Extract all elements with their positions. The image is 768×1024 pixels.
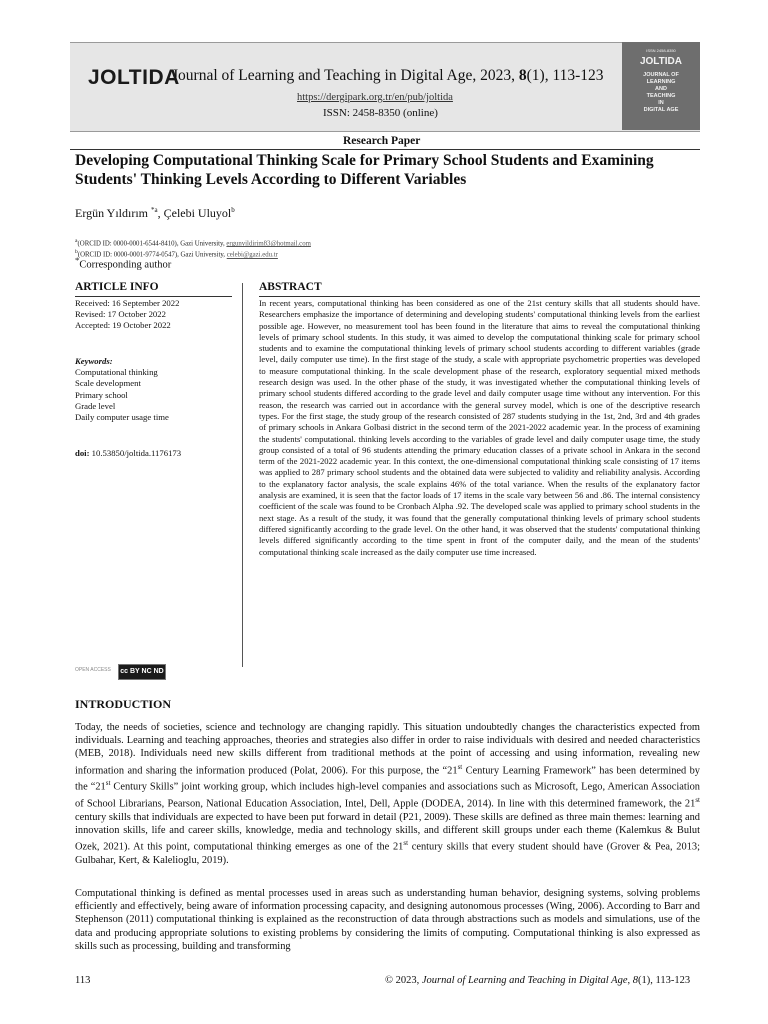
- cover-title: JOURNAL OF LEARNING AND TEACHING IN DIGITAL AGE: [643, 72, 679, 113]
- author-list: Ergün Yıldırım $^{*a}$, Çelebi Uluyol$^b$: [75, 206, 235, 220]
- author-marker: b: [231, 206, 235, 214]
- joltida-logo: JOLTIDA: [88, 66, 180, 89]
- journal-issue-pages: (1), 113-123: [526, 67, 604, 84]
- journal-citation-line: [172, 67, 604, 85]
- intro-paragraph-2: Computational thinking is defined as mental processes used in areas such as understanding human behavior, designing systems, solving problems efficiently and effectively, being aware of information processing capacity, and designing autonomous processes (Wing, 2006). According to Barr and Stephenson (2011) computational thinking is explained as the reconstruction of data through abstractions such as models and simulations, use of the data and producing appropriate solutions to existing problems by considering the limits of computing. Computational thinking is also expressed as skills such as processing, building and transforming: [75, 888, 700, 952]
- journal-volume: 8: [518, 67, 527, 84]
- cc-license-icon[interactable]: cc BY NC ND: [118, 664, 166, 680]
- title-top-rule: [70, 149, 700, 150]
- doi-label: doi:: [75, 448, 90, 458]
- keyword-item: Scale development: [75, 378, 141, 389]
- keyword-item: Grade level: [75, 400, 116, 411]
- journal-name: Journal of Learning and Teaching in Digital Age, 2023,: [172, 67, 515, 84]
- open-access-icon: OPEN ACCESS: [75, 667, 111, 673]
- affiliation-a: $^a$(ORCID ID: 0000-0001-6544-8410), Gazi University, ergunyildirim83@hotmail.com: [75, 238, 311, 248]
- doi-line: [75, 448, 181, 459]
- journal-cover-thumbnail: [622, 42, 700, 130]
- paper-title: Developing Computational Thinking Scale for Primary School Students and Examining Students' Thinking Levels According to Different Variables: [75, 152, 654, 188]
- paper-type-label: Research Paper: [343, 135, 421, 147]
- corresponding-author-note: *Corresponding author: [75, 255, 172, 271]
- page-number: 113: [75, 975, 91, 986]
- footer-copyright: © 2023, Journal of Learning and Teaching in Digital Age, 8(1), 113-123: [385, 975, 691, 986]
- keyword-item: Primary school: [75, 389, 128, 400]
- keyword-item: Computational thinking: [75, 367, 158, 378]
- cover-logo: JOLTIDA: [639, 56, 683, 67]
- article-info-heading: ARTICLE INFO: [75, 281, 159, 293]
- abstract-text: In recent years, computational thinking has been considered as one of the 21st century skills that all students should have. Researchers emphasize the importance of determining and developing students' computational thinking levels from the earliest possible age. However, no measurement tool has been found in the literature that aims to reveal the computational thinking levels of primary school students. In this study, it was aimed to develop the computational thinking scale for primary school students and to examine the computational thinking levels of primary school students according to different variables (grade level, daily computer use time). In the first stage of the study, a scale with appropriate psychometric properties was developed to measure computational thinking. In the scale development phase of the research, exploratory sequential mixed methods research design was used. In the other phase of the study, it was investigated whether the computational thinking levels of primary school students differed according to the grade level and daily computer usage time without any intervention. For this reason, the research was carried out in accordance with the general survey model, which is one of the descriptive research types. For the first stage, the study group of the research consisted of 287 students studying in the 1st, 2nd, 3rd and 4th grades of primary schools in Ankara Golbasi district in the second term of the 2021-2022 academic year. In the process of examining the students' computational. thinking levels according to the variables of grade level and daily computer usage time, the study group consisted of a total of 96 students attending the primary education classes of a private school in Ankara in the second term of the 2021-2022 academic year. In this context, the one-dimensional computational thinking scale consisting of 17 items was applied to 287 primary school students and the obtained data were subjected to validity and reliability analysis. According to the explanatory factor analysis, the scale explains 46% of the total variance. When the results of the explanatory factor analysis are examined, it is seen that the factor loads of 17 items in the scale vary between 56 and .86. The internal consistency coefficient of the scale was found to be Cronbach Alpha .92. The developed scale was applied to primary school students in the next stage. As a result of the study, it was found that the generally computational thinking levels of primary school students differed significantly according to the grade level. On the other hand, it was observed that the students' computational thinking levels differed significantly according to the time spent in front of the computer daily, and the mean of the students' computational thinking scale increased as the daily computer use time increased.: [259, 298, 700, 557]
- email-link[interactable]: ergunyildirim83@hotmail.com: [226, 240, 311, 248]
- accepted-date: Accepted: 19 October 2022: [75, 320, 171, 331]
- abstract-rule: [259, 296, 700, 297]
- keywords-block: [75, 356, 169, 423]
- author-name: Ergün Yıldırım: [75, 206, 148, 220]
- keywords-label: Keywords:: [75, 356, 113, 366]
- author-marker: *a: [151, 206, 158, 214]
- article-info-rule: [75, 296, 232, 297]
- article-dates: [75, 298, 179, 332]
- column-divider: [242, 283, 243, 667]
- introduction-heading: INTRODUCTION: [75, 697, 172, 711]
- keyword-item: Daily computer usage time: [75, 412, 169, 423]
- abstract-heading: ABSTRACT: [259, 281, 322, 293]
- email-link[interactable]: celebi@gazi.edu.tr: [226, 251, 278, 259]
- intro-paragraph-1: Today, the needs of societies, science and technology are changing rapidly. This situation undoubtedly changes the characteristics expected from individuals. Learning and teaching approaches, theories and strategies also differ in order to raise individuals with desired and needed characteristics (MEB, 2018). Individuals need new skills different from traditional methods at the point of accessing and using information, revealing new information and sharing the information produced (Polat, 2006). For this purpose, the “21st Century Learning Framework” has been determined by the “21st Century Skills” joint working group, which includes high-level companies and associations such as Microsoft, Lego, American Association of School Librarians, Pearson, National Education Association, Intel, Dell, Apple (DODEA, 2014). In line with this determined framework, the 21st century skills that individuals are expected to have been put forward in detail (P21, 2009). These skills are defined as three main themes: learning and innovation skills, life and career skills, knowledge, media and technology skills, and different skill groups under each theme (Kalemkus & Bulut Ozek, 2021). At this point, computational thinking emerges as one of the 21st century skills that every student should have (Grover & Pea, 2013; Gulbahar, Kert, & Kalelioglu, 2019).: [75, 722, 700, 866]
- journal-issn: ISSN: 2458-8350 (online): [323, 107, 438, 119]
- journal-url-link[interactable]: https://dergipark.org.tr/en/pub/joltida: [297, 92, 453, 103]
- author-name: Çelebi Uluyol: [163, 206, 232, 220]
- affiliation-b: $^b$(ORCID ID: 0000-0001-9774-0547), Gazi University, celebi@gazi.edu.tr: [75, 249, 278, 259]
- cover-issn: ISSN 2458-8350: [646, 48, 676, 53]
- received-date: Received: 16 September 2022: [75, 298, 180, 308]
- revised-date: Revised: 17 October 2022: [75, 309, 166, 320]
- doi-value[interactable]: 10.53850/joltida.1176173: [91, 448, 182, 458]
